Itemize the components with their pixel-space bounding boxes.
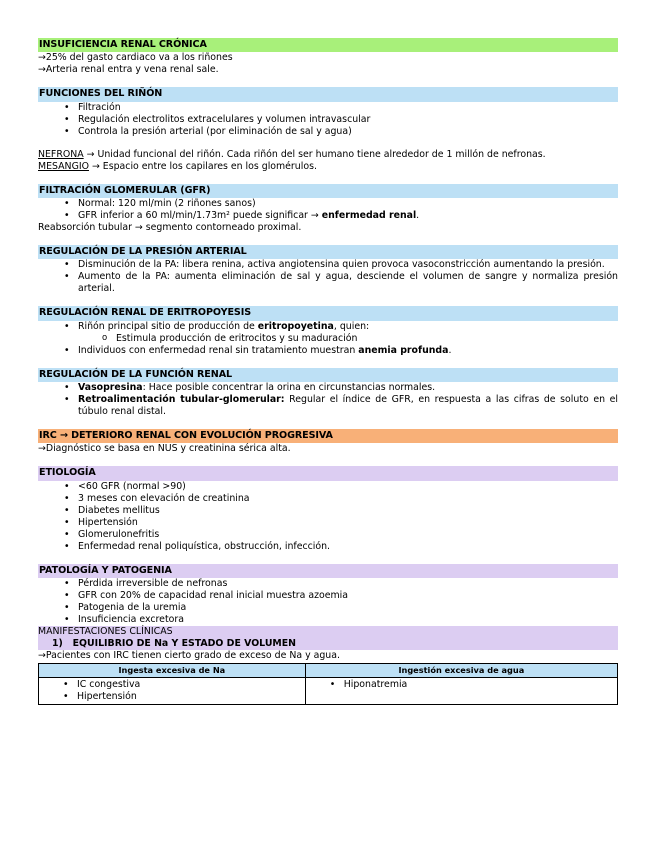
list-item: • Controla la presión arterial (por eliminación de sal y agua): [78, 126, 618, 138]
mesangio-text: → Espacio entre los capilares en los glomérulos.: [88, 160, 317, 172]
nefrona-text: → Unidad funcional del riñón. Cada riñón del ser humano tiene alrededor de 1 millón de nefronas.: [83, 148, 546, 160]
list-item: • Hipertensión: [77, 691, 305, 703]
etiologia-list: [38, 481, 618, 553]
bold-span: Retroalimentación tubular-glomerular:: [78, 394, 285, 406]
list-item: [78, 394, 618, 418]
list-item: • Aumento de la PA: aumenta eliminación de sal y agua, desciende el volumen de sangre y normaliza presión arterial.: [78, 271, 618, 295]
mesangio-definition: [38, 161, 618, 173]
text-span: .: [416, 210, 420, 222]
list-item: • IC congestiva: [77, 679, 305, 691]
text-span: GFR inferior a 60 ml/min/1.73m² puede significar →: [78, 210, 322, 222]
list-item: • Pérdida irreversible de nefronas: [78, 578, 618, 590]
table-cell: [39, 677, 306, 704]
presion-list: [38, 259, 618, 295]
text-span: .: [448, 344, 452, 356]
gfr-list: [38, 198, 618, 222]
list-item: • GFR con 20% de capacidad renal inicial muestra azoemia: [78, 590, 618, 602]
manifestaciones-title: MANIFESTACIONES CLÍNICAS: [38, 626, 173, 638]
list-item: • Hiponatremia: [344, 679, 617, 691]
bold-span: eritropoyetina: [257, 320, 334, 332]
sodium-water-table: [38, 663, 618, 705]
table-row: [39, 677, 618, 704]
list-item: [78, 321, 618, 345]
subheading-text: EQUILIBRIO DE Na Y ESTADO DE VOLUMEN: [72, 638, 297, 650]
intro-line: →25% del gasto cardiaco va a los riñones: [38, 52, 233, 64]
bold-span: anemia profunda: [358, 344, 449, 356]
funciones-list: [38, 102, 618, 138]
section-title-gfr: FILTRACIÓN GLOMERULAR (GFR): [38, 184, 618, 198]
manifestaciones-block: [38, 626, 618, 650]
table-header: Ingesta excesiva de Na: [39, 664, 306, 678]
section-title-presion: REGULACIÓN DE LA PRESIÓN ARTERIAL: [38, 245, 618, 259]
cell-list: [306, 679, 617, 691]
gfr-note: Reabsorción tubular → segmento contorneado proximal.: [38, 222, 302, 234]
list-item: [78, 382, 618, 394]
intro-line: →Arteria renal entra y vena renal sale.: [38, 64, 219, 76]
bold-span: enfermedad renal: [321, 210, 417, 222]
list-item: • Diabetes mellitus: [78, 505, 618, 517]
mesangio-term: MESANGIO: [38, 160, 89, 172]
document-page: [38, 38, 618, 705]
funcion-renal-list: [38, 382, 618, 418]
list-item: • Filtración: [78, 102, 618, 114]
manifestaciones-line: →Pacientes con IRC tienen cierto grado de exceso de Na y agua.: [38, 650, 340, 662]
list-item: • Patogenia de la uremia: [78, 602, 618, 614]
table-header: Ingestión excesiva de agua: [305, 664, 617, 678]
bold-span: Vasopresina: [78, 382, 143, 394]
cell-list: [39, 679, 305, 703]
text-span: , quien:: [333, 320, 370, 332]
table-cell: [305, 677, 617, 704]
list-item: • Disminución de la PA: libera renina, activa angiotensina quien provoca vasoconstricción aumentando la presión.: [78, 259, 618, 271]
list-item: [78, 210, 618, 222]
main-title: INSUFICIENCIA RENAL CRÓNICA: [38, 38, 618, 52]
section-title-irc: IRC → DETERIORO RENAL CON EVOLUCIÓN PROGRESIVA: [38, 429, 618, 443]
irc-line: →Diagnóstico se basa en NUS y creatinina sérica alta.: [38, 443, 291, 455]
list-item: • Normal: 120 ml/min (2 riñones sanos): [78, 198, 618, 210]
subheading-number: 1): [52, 638, 63, 650]
section-title-etiologia: ETIOLOGÍA: [38, 466, 618, 480]
list-item: • 3 meses con elevación de creatinina: [78, 493, 618, 505]
nefrona-term: NEFRONA: [38, 148, 84, 160]
text-span: Riñón principal sitio de producción de: [78, 320, 258, 332]
text-span: : Hace posible concentrar la orina en circunstancias normales.: [142, 382, 436, 394]
eritro-list: [38, 321, 618, 357]
list-item: • Regulación electrolitos extracelulares y volumen intravascular: [78, 114, 618, 126]
list-item: • <60 GFR (normal >90): [78, 481, 618, 493]
list-item: • Hipertensión: [78, 517, 618, 529]
sub-list-item: o Estimula producción de eritrocitos y su maduración: [116, 333, 618, 345]
section-title-funciones: FUNCIONES DEL RIÑÓN: [38, 87, 618, 101]
list-item: • Glomerulonefritis: [78, 529, 618, 541]
nefrona-definition: [38, 149, 618, 161]
text-span: Individuos con enfermedad renal sin tratamiento muestran: [78, 344, 359, 356]
eritro-sublist: [78, 333, 618, 345]
section-title-eritropoyesis: REGULACIÓN RENAL DE ERITROPOYESIS: [38, 306, 618, 320]
section-title-patologia: PATOLOGÍA Y PATOGENIA: [38, 564, 618, 578]
patologia-list: [38, 578, 618, 626]
text-span: Regular el índice de GFR, en respuesta a las cifras de soluto en el túbulo renal distal.: [78, 394, 619, 418]
list-item: [78, 345, 618, 357]
section-title-funcion-renal: REGULACIÓN DE LA FUNCIÓN RENAL: [38, 368, 618, 382]
list-item: • Insuficiencia excretora: [78, 614, 618, 626]
list-item: • Enfermedad renal poliquística, obstrucción, infección.: [78, 541, 618, 553]
manifestaciones-subheading: [38, 638, 618, 650]
